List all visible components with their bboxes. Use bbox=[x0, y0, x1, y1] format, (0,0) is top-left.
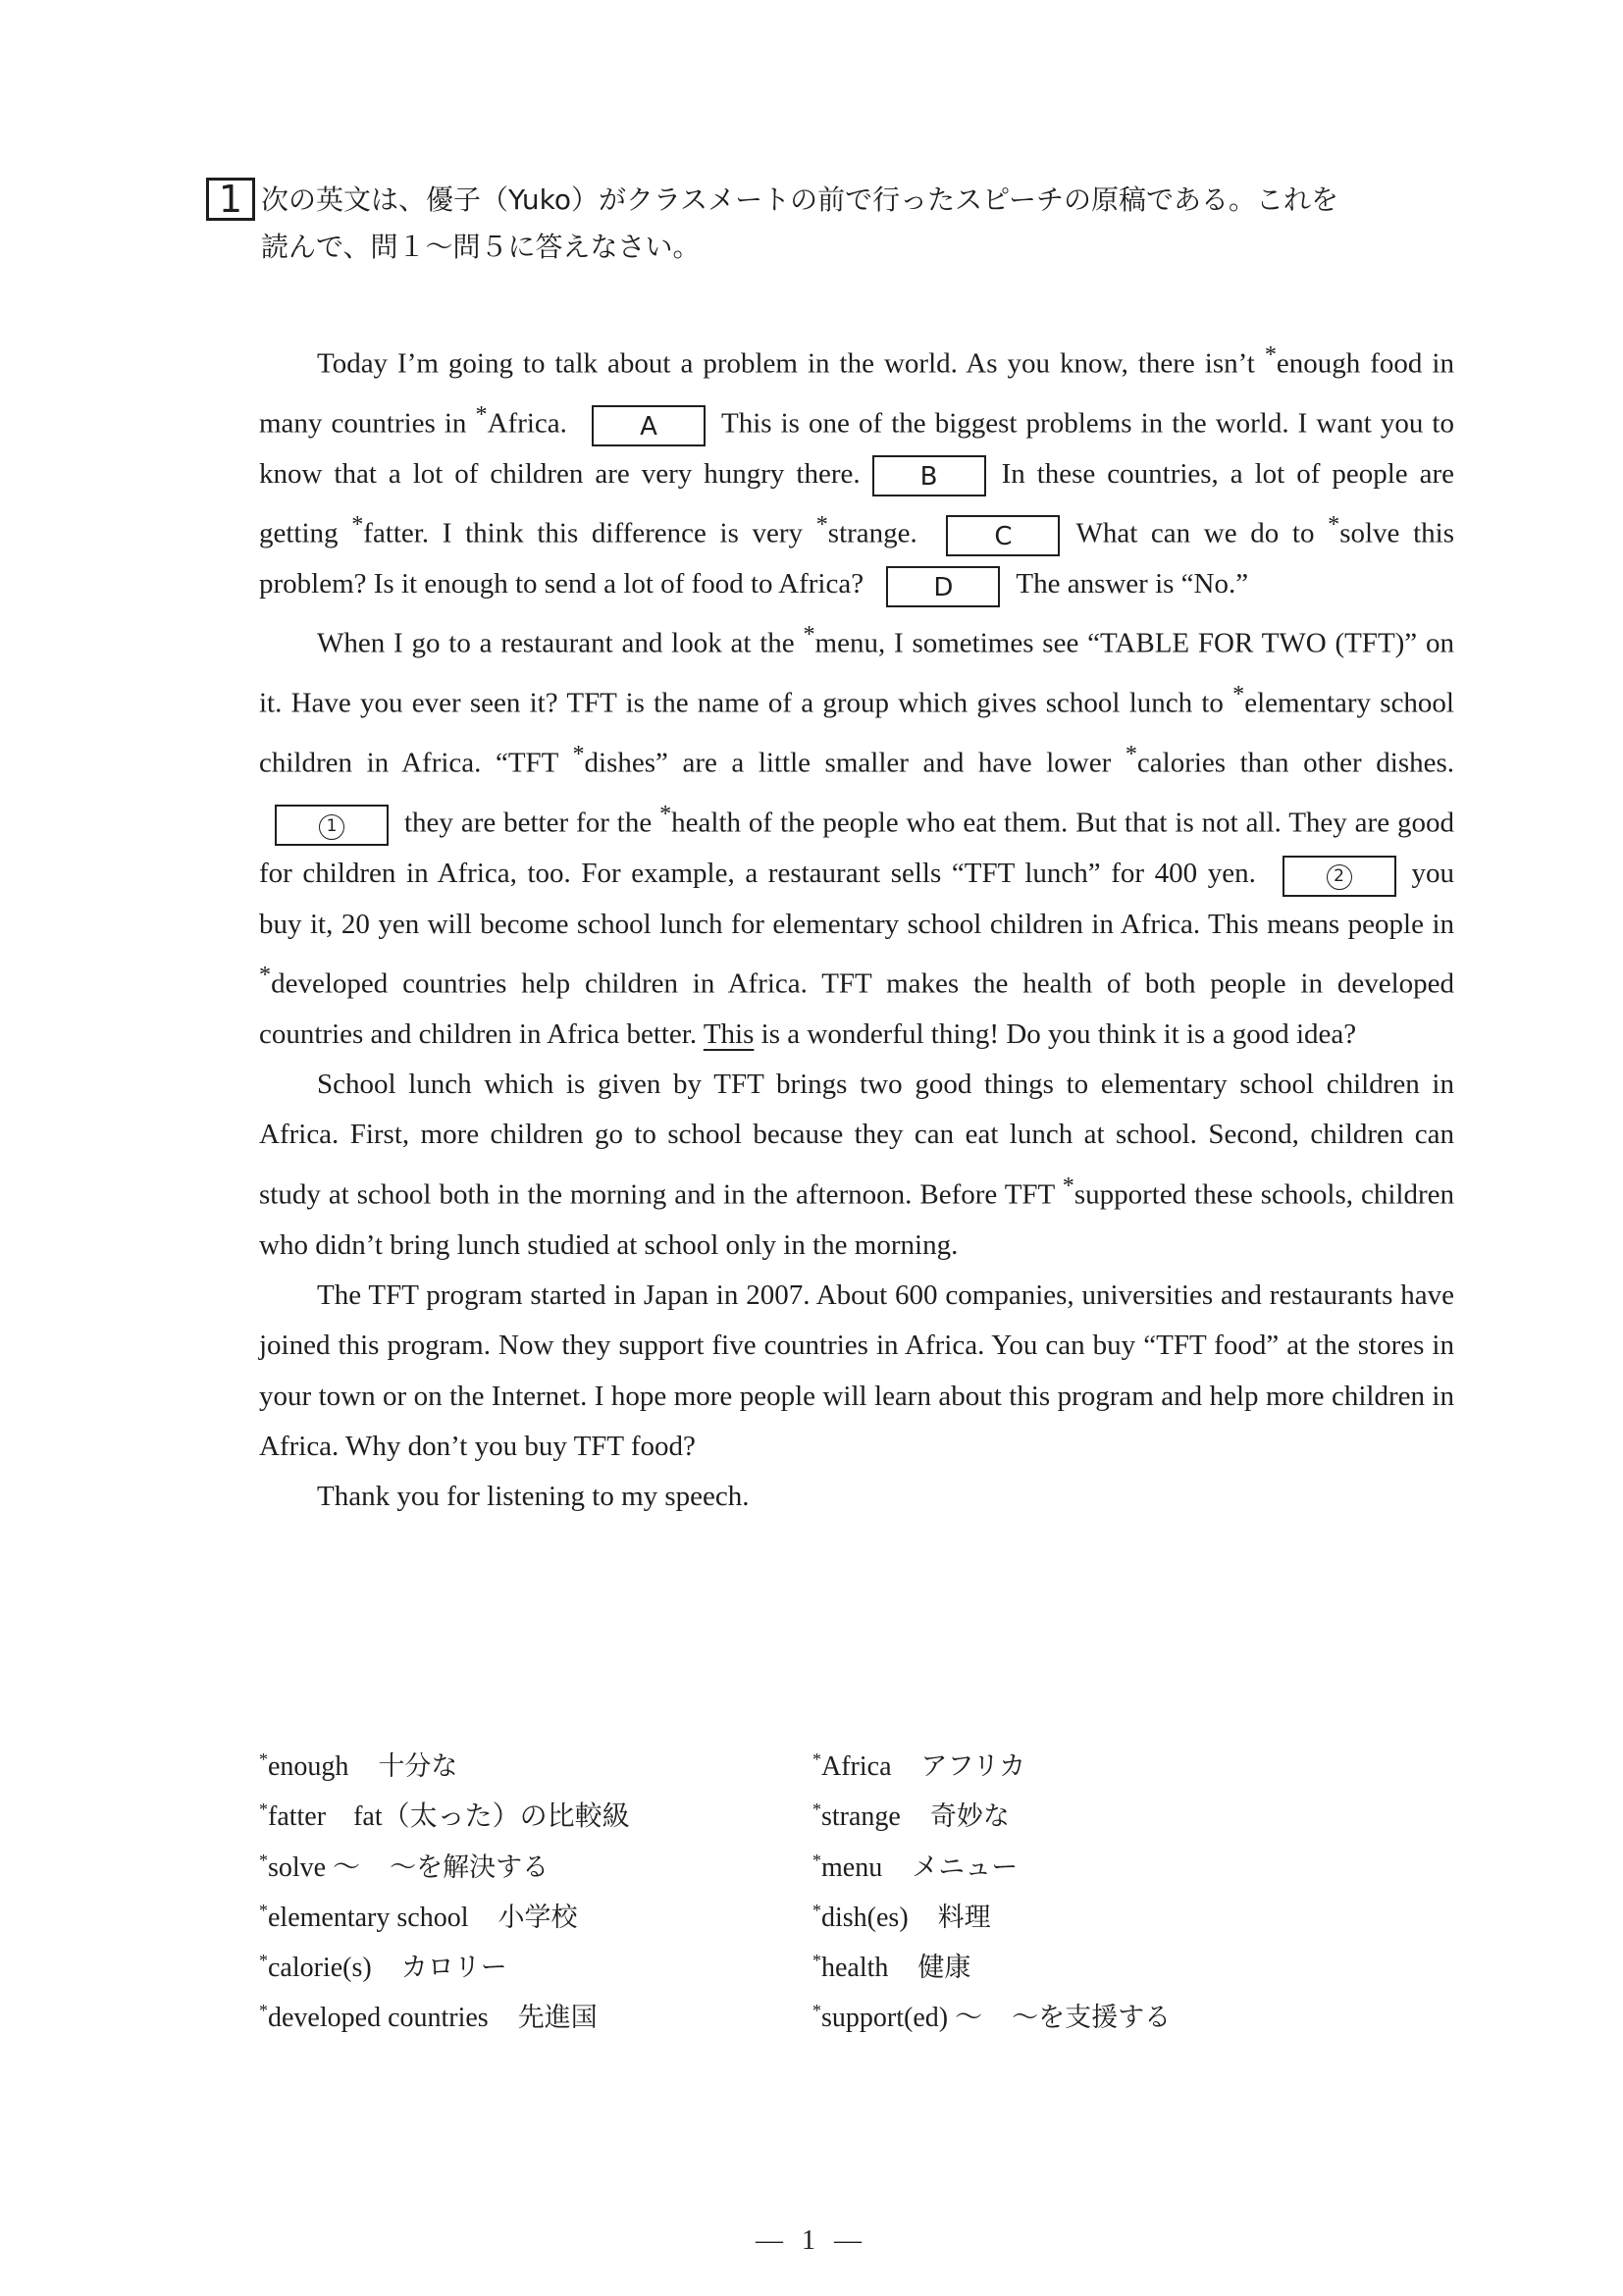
text: supported these schools, children who didn’t bring lunch studied at school only in the morning. bbox=[259, 1178, 1454, 1261]
asterisk: * bbox=[659, 801, 672, 828]
glossary-item bbox=[259, 1735, 659, 1785]
asterisk: * bbox=[259, 1850, 268, 1870]
asterisk: * bbox=[815, 511, 828, 539]
asterisk: * bbox=[1062, 1172, 1074, 1199]
glossary-item bbox=[812, 1886, 1171, 1936]
text: In these countries, a lot of people are getting bbox=[259, 457, 1454, 549]
glossary-meaning: カロリー bbox=[400, 1953, 507, 1984]
text: The answer is “No.” bbox=[1016, 568, 1249, 600]
asterisk: * bbox=[803, 621, 815, 649]
glossary-meaning: 十分な bbox=[378, 1751, 458, 1782]
glossary-right-column bbox=[812, 1735, 1171, 2037]
text: elementary school children in Africa. “TFT bbox=[259, 688, 1454, 780]
glossary-term: Africa bbox=[821, 1751, 892, 1782]
text: Today I’m going to talk about a problem in the world. As you know, there isn’t bbox=[317, 347, 1265, 380]
glossary-meaning: 小学校 bbox=[497, 1902, 578, 1933]
passage bbox=[259, 330, 1454, 1522]
asterisk: * bbox=[812, 1951, 821, 1971]
answer-blank-b[interactable]: B bbox=[872, 455, 986, 496]
question-number: 1 bbox=[218, 178, 243, 221]
glossary-term: health bbox=[821, 1953, 889, 1984]
glossary-item bbox=[259, 1836, 659, 1886]
glossary-term: fatter fat（太った）の比較級 bbox=[268, 1801, 630, 1833]
glossary-term: strange bbox=[821, 1801, 901, 1833]
glossary-item bbox=[812, 1986, 1171, 2036]
answer-blank-c[interactable]: C bbox=[946, 515, 1060, 556]
text: health of the people who eat them. But that is not all. They are good for children in Africa, too. For example, a restaurant sells “TFT lunch” for 400 yen. bbox=[259, 807, 1454, 890]
text: is a wonderful thing! Do you think it is a good idea? bbox=[754, 1018, 1357, 1050]
glossary-meaning: 奇妙な bbox=[929, 1801, 1010, 1833]
asterisk: * bbox=[1264, 341, 1277, 368]
glossary-term: elementary school bbox=[268, 1902, 469, 1933]
glossary-term: menu bbox=[821, 1852, 883, 1883]
glossary-meaning: 先進国 bbox=[517, 2003, 598, 2034]
text: When I go to a restaurant and look at the bbox=[317, 628, 804, 660]
asterisk: * bbox=[812, 2001, 821, 2021]
text: School lunch which is given by TFT brings two good things to elementary school children in Africa. First, more children go to school because they can eat lunch at school. Second, children can study at school both in the morning and in the afternoon. Before TFT bbox=[259, 1069, 1454, 1211]
glossary-item bbox=[259, 1986, 659, 2036]
instruction-line-1: 次の英文は、優子（Yuko）がクラスメートの前で行ったスピーチの原稿である。これを bbox=[261, 183, 1339, 216]
question-number-box bbox=[206, 178, 255, 221]
answer-blank-1[interactable] bbox=[275, 805, 389, 846]
glossary-meaning: アフリカ bbox=[920, 1751, 1026, 1782]
asterisk: * bbox=[812, 1800, 821, 1820]
glossary-left-column bbox=[259, 1735, 659, 2037]
glossary-item bbox=[259, 1785, 659, 1835]
asterisk: * bbox=[259, 961, 272, 988]
asterisk: * bbox=[1125, 741, 1137, 768]
answer-blank-2[interactable] bbox=[1283, 856, 1396, 897]
glossary-term: solve ～ bbox=[268, 1852, 361, 1883]
asterisk: * bbox=[475, 400, 488, 428]
asterisk: * bbox=[351, 511, 364, 539]
text: Africa. bbox=[487, 407, 576, 440]
text: enough food in many countries in bbox=[259, 347, 1454, 440]
glossary-item bbox=[259, 1886, 659, 1936]
text: strange. bbox=[827, 517, 931, 549]
paragraph-2 bbox=[259, 609, 1454, 1060]
answer-blank-a[interactable]: A bbox=[592, 405, 706, 446]
paragraph-4: The TFT program started in Japan in 2007. About 600 companies, universities and restaurants have joined this program. Now they support five countries in Africa. You can buy “TFT food” at the stores in your town or on the Internet. I hope more people will learn about this program and help more children in Africa. Why don’t you buy TFT food? bbox=[259, 1278, 1454, 1462]
paragraph-3 bbox=[259, 1060, 1454, 1271]
glossary-item bbox=[812, 1785, 1171, 1835]
glossary-item bbox=[812, 1735, 1171, 1785]
glossary-meaning: ～を支援する bbox=[1012, 2003, 1172, 2034]
glossary-item bbox=[812, 1836, 1171, 1886]
asterisk: * bbox=[1328, 511, 1340, 539]
paragraph-1 bbox=[259, 330, 1454, 609]
text: they are better for the bbox=[404, 807, 660, 839]
page-number: — 1 — bbox=[756, 2225, 867, 2256]
glossary-term: dish(es) bbox=[821, 1902, 909, 1933]
asterisk: * bbox=[812, 1900, 821, 1920]
paragraph-5: Thank you for listening to my speech. bbox=[317, 1481, 750, 1513]
instruction-line-2: 読んで、問１～問５に答えなさい。 bbox=[261, 231, 701, 263]
asterisk: * bbox=[572, 741, 585, 768]
circled-number-2: 2 bbox=[1327, 864, 1352, 890]
glossary-term: support(ed) ～ bbox=[821, 2003, 983, 2034]
asterisk: * bbox=[259, 2001, 268, 2021]
glossary-term: developed countries bbox=[268, 2003, 489, 2034]
glossary-meaning: メニュー bbox=[912, 1852, 1019, 1883]
text: solve this problem? Is it enough to send a lot of food to Africa? bbox=[259, 517, 1454, 600]
glossary-meaning: ～を解決する bbox=[390, 1852, 550, 1883]
text: What can we do to bbox=[1075, 517, 1329, 549]
asterisk: * bbox=[259, 1951, 268, 1971]
glossary-meaning: 料理 bbox=[937, 1902, 991, 1933]
asterisk: * bbox=[1232, 681, 1245, 708]
glossary-item bbox=[259, 1936, 659, 1986]
asterisk: * bbox=[259, 1800, 268, 1820]
glossary-term: calorie(s) bbox=[268, 1953, 372, 1984]
text: developed countries help children in Africa. TFT makes the health of both people in developed countries and children in Africa better. bbox=[259, 967, 1454, 1050]
glossary-meaning: 健康 bbox=[917, 1953, 971, 1984]
answer-blank-d[interactable]: D bbox=[886, 566, 1000, 607]
text: This is one of the biggest problems in the world. I want you to know that a lot of children are very hungry there. bbox=[259, 407, 1454, 490]
text: dishes” are a little smaller and have lower bbox=[584, 748, 1126, 780]
text: calories than other dishes. bbox=[1136, 748, 1455, 780]
underlined-word-this: This bbox=[703, 1018, 755, 1050]
glossary-term: enough bbox=[268, 1751, 349, 1782]
text: fatter. I think this difference is very bbox=[363, 517, 816, 549]
circled-number-1: 1 bbox=[319, 814, 344, 840]
asterisk: * bbox=[812, 1850, 821, 1870]
glossary-item bbox=[812, 1936, 1171, 1986]
asterisk: * bbox=[259, 1900, 268, 1920]
asterisk: * bbox=[259, 1749, 268, 1769]
text: you buy it, 20 yen will become school lunch for elementary school children in Africa. This means people in bbox=[259, 858, 1454, 940]
asterisk: * bbox=[812, 1749, 821, 1769]
text: menu, I sometimes see “TABLE FOR TWO (TFT)” on it. Have you ever seen it? TFT is the name of a group which gives school lunch to bbox=[259, 628, 1454, 720]
